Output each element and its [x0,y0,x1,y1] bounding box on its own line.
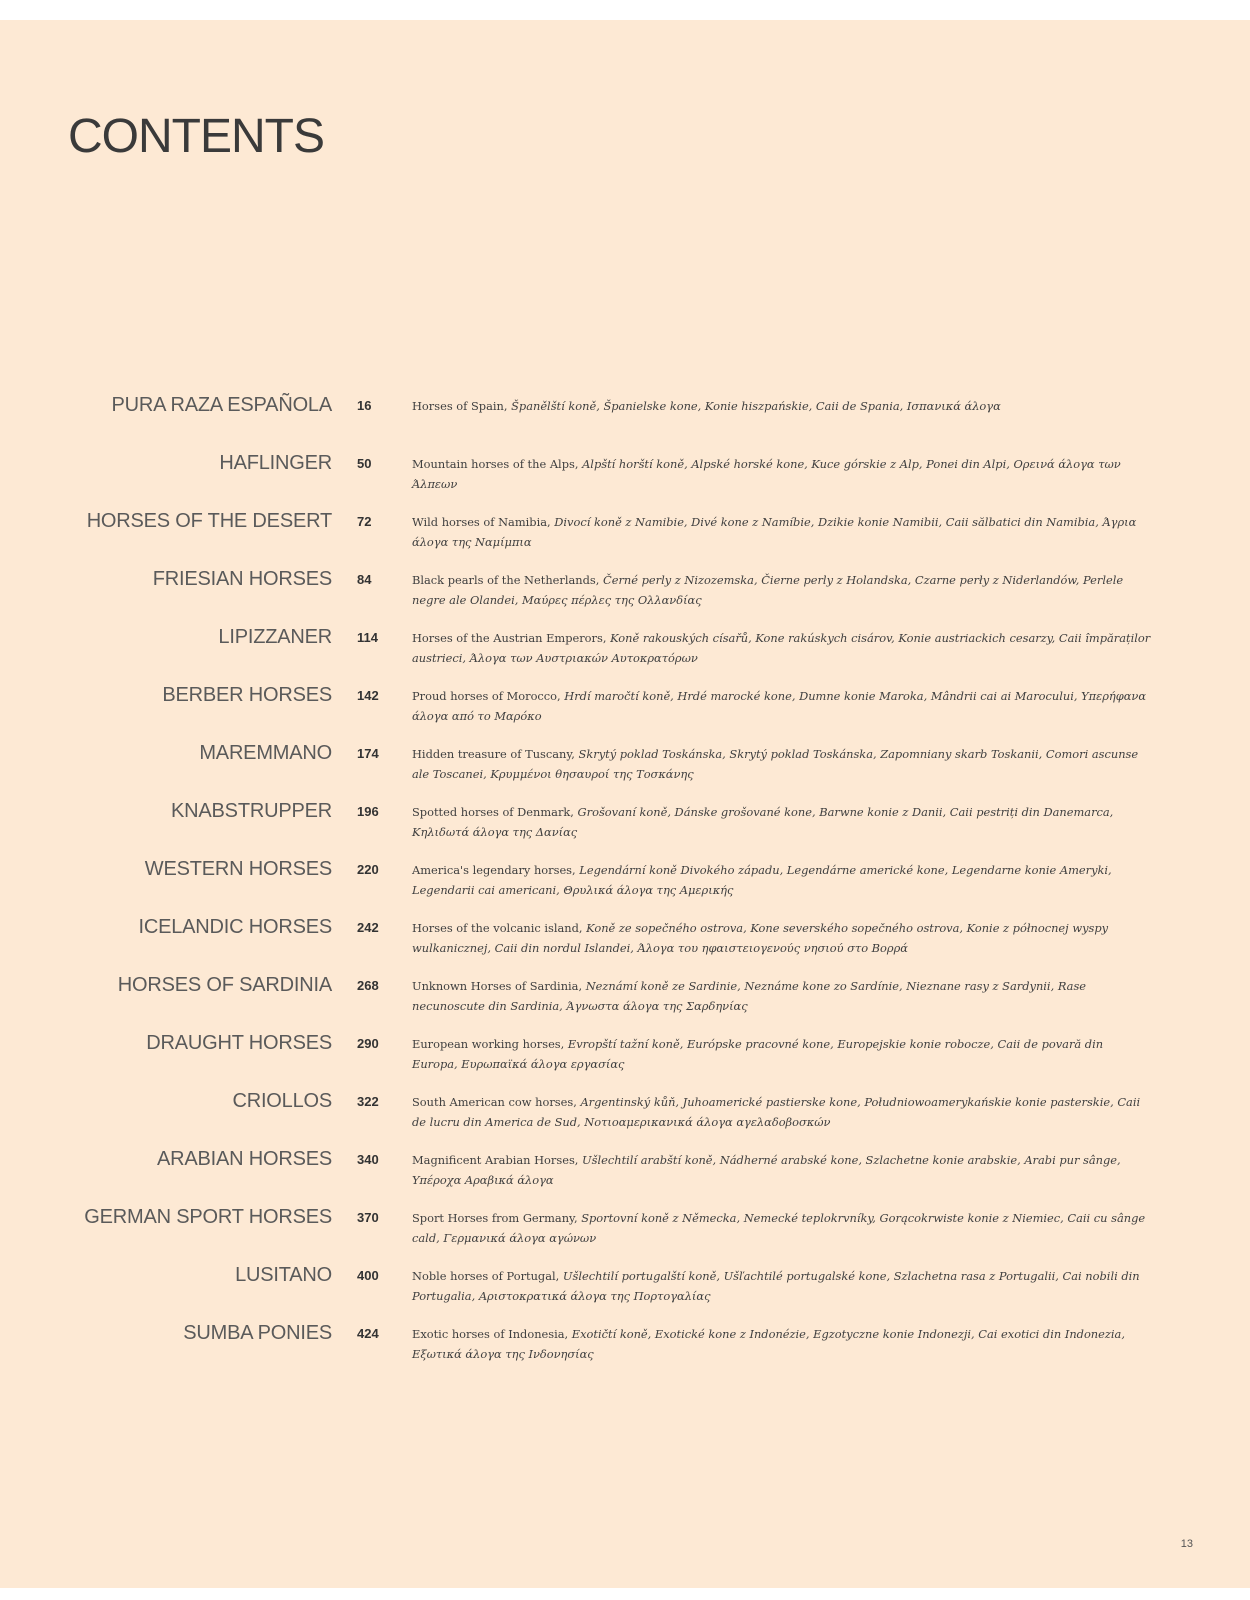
entry-translations: Legendární koně Divokého západu, Legendárne americké kone, Legendarne konie Ameryki, Legendarii cai americani, Θρυλικά άλογα της Αμερικής [412,863,1112,897]
entry-description [412,744,1152,784]
entry-description [412,1208,1152,1248]
entry-title: BERBER HORSES [162,684,332,706]
entry-title: KNABSTRUPPER [171,800,332,822]
contents-entry [0,684,1250,746]
entry-page-number: 174 [357,746,379,761]
entry-description [412,454,1152,494]
entry-page-number: 290 [357,1036,379,1051]
entry-title: HAFLINGER [219,452,332,474]
entry-description [412,918,1152,958]
contents-entry [0,1148,1250,1210]
entry-translations: Divocí koně z Namibie, Divé kone z Namíbie, Dzikie konie Namibii, Caii sălbatici din Namibia, Άγρια άλογα της Ναμίμπια [412,515,1137,549]
entry-translations: Španělští koně, Španielske kone, Konie hiszpańskie, Caii de Spania, Ισπανικά άλογα [511,399,1001,413]
entry-page-number: 268 [357,978,379,993]
entry-page-number: 242 [357,920,379,935]
entry-description [412,396,1152,416]
contents-list [0,394,1250,1384]
entry-translations: Ušlechtilí portugalští koně, Ušľachtilé portugalské kone, Szlachetna rasa z Portugalii, Cai nobili din Portugalia, Αριστοκρατικά άλογα της Πορτογαλίας [412,1269,1140,1303]
entry-page-number: 322 [357,1094,379,1109]
entry-title: SUMBA PONIES [183,1322,332,1344]
contents-entry [0,1032,1250,1094]
entry-title: CRIOLLOS [232,1090,332,1112]
entry-english-subtitle: Mountain horses of the Alps, [412,457,583,471]
entry-title: GERMAN SPORT HORSES [84,1206,332,1228]
entry-title: MAREMMANO [199,742,332,764]
entry-english-subtitle: Horses of the Austrian Emperors, [412,631,611,645]
entry-description [412,628,1152,668]
entry-translations: Grošovaní koně, Dánske grošované kone, Barwne konie z Danii, Caii pestriți din Danemarca, Κηλιδωτά άλογα της Δανίας [412,805,1114,839]
entry-page-number: 400 [357,1268,379,1283]
contents-entry [0,742,1250,804]
entry-page-number: 84 [357,572,372,587]
page-title: CONTENTS [68,110,324,163]
contents-entry [0,568,1250,630]
contents-entry [0,510,1250,572]
entry-english-subtitle: Noble horses of Portugal, [412,1269,563,1283]
contents-entry [0,394,1250,456]
entry-title: DRAUGHT HORSES [146,1032,332,1054]
entry-page-number: 220 [357,862,379,877]
entry-translations: Sportovní koně z Německa, Nemecké teplokrvníky, Gorącokrwiste konie z Niemiec, Caii cu sânge cald, Γερμανικά άλογα αγώνων [412,1211,1146,1245]
contents-entry [0,800,1250,862]
entry-english-subtitle: Black pearls of the Netherlands, [412,573,604,587]
entry-page-number: 340 [357,1152,379,1167]
entry-translations: Hrdí maročtí koně, Hrdé marocké kone, Dumne konie Maroka, Mândrii cai ai Marocului, Υπερήφανα άλογα από το Μαρόκο [412,689,1147,723]
entry-description [412,512,1152,552]
entry-page-number: 50 [357,456,372,471]
entry-english-subtitle: Spotted horses of Denmark, [412,805,578,819]
entry-description [412,976,1152,1016]
entry-english-subtitle: Exotic horses of Indonesia, [412,1327,572,1341]
entry-description [412,1324,1152,1364]
entry-title: ICELANDIC HORSES [138,916,332,938]
entry-english-subtitle: Magnificent Arabian Horses, [412,1153,583,1167]
entry-description [412,802,1152,842]
entry-page-number: 196 [357,804,379,819]
entry-english-subtitle: Sport Horses from Germany, [412,1211,582,1225]
entry-english-subtitle: Unknown Horses of Sardinia, [412,979,586,993]
contents-entry [0,452,1250,514]
entry-description [412,1034,1152,1074]
contents-entry [0,974,1250,1036]
entry-title: PURA RAZA ESPAÑOLA [111,394,332,416]
entry-english-subtitle: European working horses, [412,1037,568,1051]
entry-title: HORSES OF THE DESERT [86,510,332,532]
entry-description [412,1150,1152,1190]
entry-page-number: 114 [357,630,378,645]
entry-translations: Argentinský kůň, Juhoamerické pastierske kone, Południowoamerykańskie konie pasterskie, Caii de lucru din America de Sud, Νοτιοαμερικανικά άλογα αγελαδοβοσκών [412,1095,1141,1129]
entry-translations: Neznámí koně ze Sardinie, Neznáme kone zo Sardínie, Nieznane rasy z Sardynii, Rase necunoscute din Sardinia, Άγνωστα άλογα της Σαρδηνίας [412,979,1087,1013]
entry-translations: Koně rakouských císařů, Kone rakúskych cisárov, Konie austriackich cesarzy, Caii împăraților austrieci, Άλογα των Αυστριακών Αυτοκρατόρων [412,631,1151,665]
entry-english-subtitle: Proud horses of Morocco, [412,689,565,703]
entry-translations: Koně ze sopečného ostrova, Kone severského sopečného ostrova, Konie z północnej wyspy wulkanicznej, Caii din nordul Islandei, Άλογα του ηφαιστειογενούς νησιού στο Βορρά [412,921,1109,955]
contents-entry [0,1090,1250,1152]
entry-translations: Exotičtí koně, Exotické kone z Indonézie, Egzotyczne konie Indonezji, Cai exotici din Indonezia, Εξωτικά άλογα της Ινδονησίας [412,1327,1125,1361]
entry-translations: Skrytý poklad Toskánska, Skrytý poklad Toskánska, Zapomniany skarb Toskanii, Comori ascunse ale Toscanei, Κρυμμένοι θησαυροί της Τοσκάνης [412,747,1139,781]
entry-english-subtitle: Wild horses of Namibia, [412,515,555,529]
entry-title: ARABIAN HORSES [156,1148,332,1170]
entry-translations: Ušlechtilí arabští koně, Nádherné arabské kone, Szlachetne konie arabskie, Arabi pur sânge, Υπέροχα Αραβικά άλογα [412,1153,1121,1187]
entry-title: WESTERN HORSES [144,858,332,880]
entry-page-number: 370 [357,1210,379,1225]
contents-entry [0,1264,1250,1326]
entry-translations: Alpští horští koně, Alpské horské kone, Kuce górskie z Alp, Ponei din Alpi, Ορεινά άλογα των Άλπεων [412,457,1121,491]
entry-title: LUSITANO [235,1264,332,1286]
entry-description [412,860,1152,900]
contents-entry [0,1322,1250,1384]
entry-description [412,1266,1152,1306]
entry-page-number: 16 [357,398,372,413]
entry-translations: Černé perly z Nizozemska, Čierne perly z Holandska, Czarne perły z Niderlandów, Perlele negre ale Olandei, Μαύρες πέρλες της Ολλανδίας [412,573,1124,607]
entry-page-number: 424 [357,1326,379,1341]
entry-title: LIPIZZANER [218,626,332,648]
entry-english-subtitle: Horses of the volcanic island, [412,921,587,935]
entry-description [412,686,1152,726]
entry-page-number: 72 [357,514,372,529]
entry-page-number: 142 [357,688,379,703]
contents-entry [0,858,1250,920]
contents-entry [0,1206,1250,1268]
entry-translations: Evropští tažní koně, Európske pracovné kone, Europejskie konie robocze, Caii de povară din Europa, Ευρωπαϊκά άλογα εργασίας [412,1037,1104,1071]
contents-entry [0,916,1250,978]
page-number: 13 [1180,1538,1193,1550]
entry-title: HORSES OF SARDINIA [117,974,332,996]
entry-english-subtitle: Hidden treasure of Tuscany, [412,747,579,761]
entry-english-subtitle: South American cow horses, [412,1095,581,1109]
entry-description [412,570,1152,610]
contents-entry [0,626,1250,688]
entry-english-subtitle: America's legendary horses, [412,863,580,877]
entry-title: FRIESIAN HORSES [152,568,332,590]
entry-description [412,1092,1152,1132]
book-page [0,20,1250,1588]
entry-english-subtitle: Horses of Spain, [412,399,512,413]
